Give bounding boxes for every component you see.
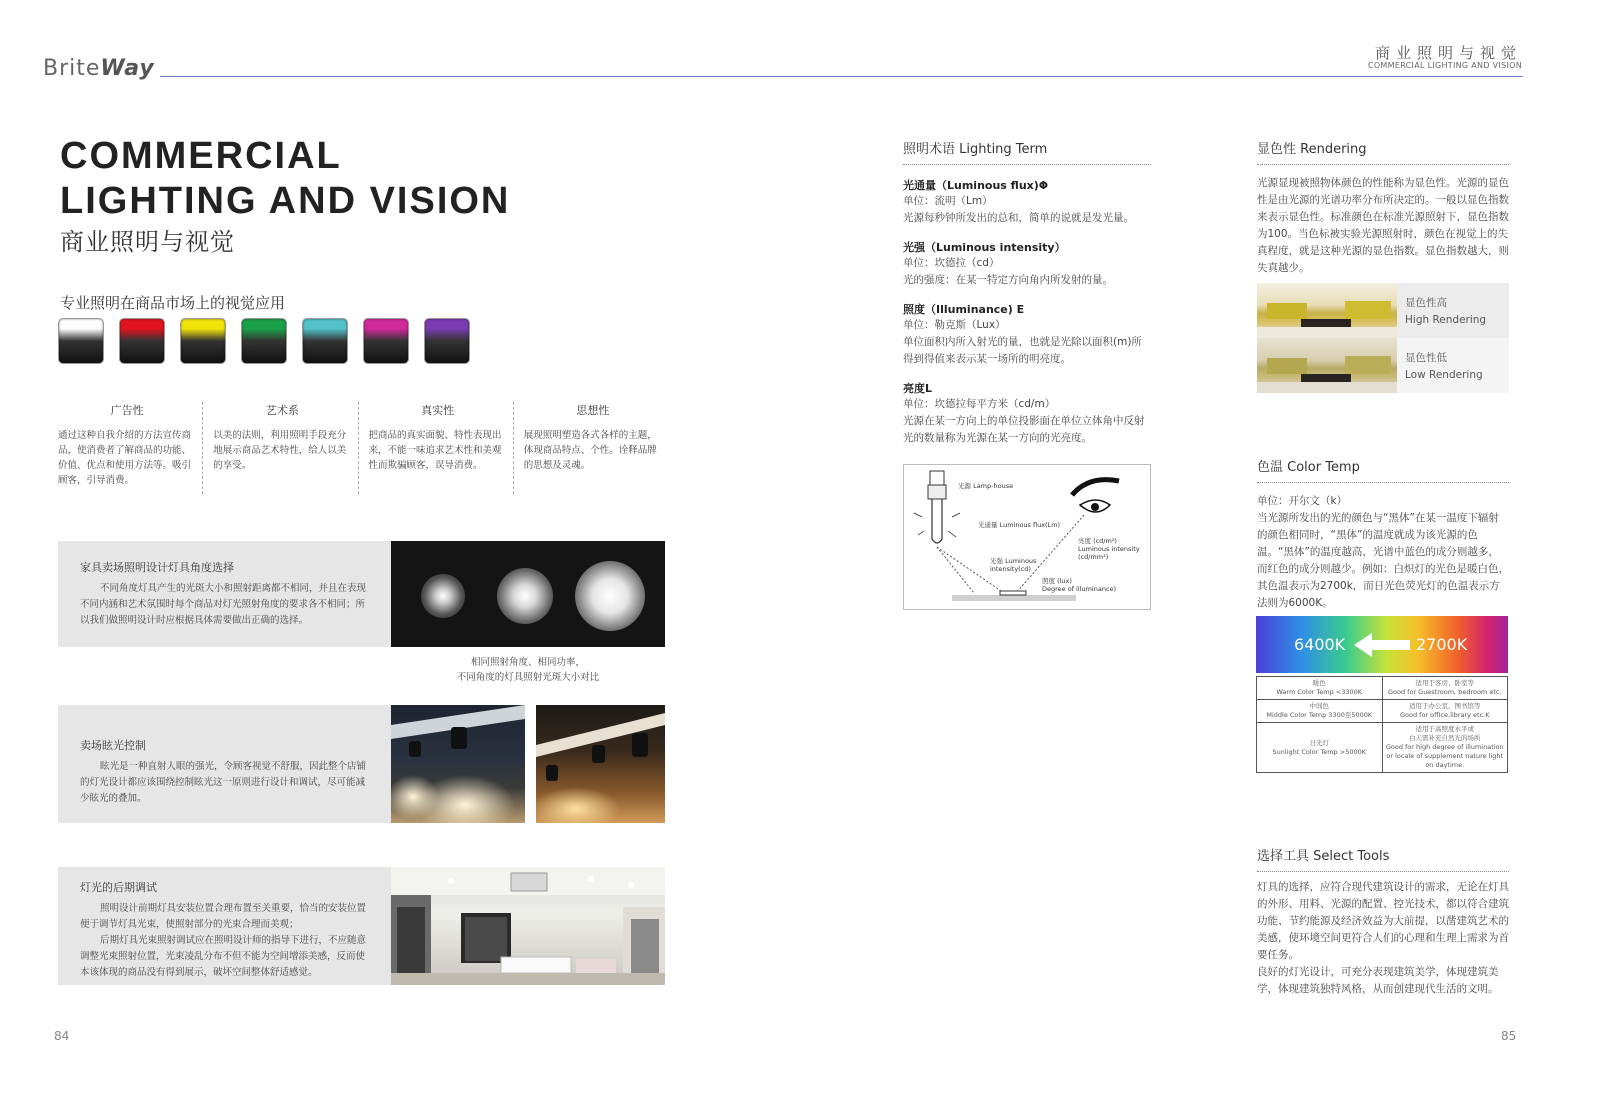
feature-text: 通过这种自我介绍的方法宣传商品，使消费者了解商品的功能、价值、优点和使用方法等。吸引顾客，引导消费。: [58, 430, 192, 486]
rendering-title: 显色性 Rendering: [1257, 138, 1509, 165]
brand-logo-light: Brite: [43, 56, 101, 81]
term-line: 光源在某一方向上的单位投影面在单位立体角中反射光的数量称为光源在某一方向的光亮度。: [903, 415, 1145, 444]
term-line: 单位：流明（Lm）: [903, 195, 993, 207]
beam-caption: [391, 655, 665, 685]
feature-column: [58, 402, 203, 494]
term-item: [903, 177, 1151, 227]
term-item: [903, 239, 1151, 289]
diagram-intensity-en: intensity(cd): [990, 565, 1031, 573]
color-temp-text: 单位：开尔文（k） 当光源所发出的光的颜色与“黑体”在某一温度下辐射的颜色相同时，“黑体”的温度就成为该光源的色温。“黑体”的温度越高，光谱中蓝色的成分则越多，而红色的成分则越少。例如：白炽灯的光色是暖白色，其色温表示为2700k，而日光色荧光灯的色温表示方法则为6000K。: [1257, 495, 1509, 609]
low-rendering-image: [1257, 338, 1397, 393]
term-heading: 亮度L: [903, 382, 933, 395]
color-swatch: [424, 318, 470, 364]
feature-title: 思想性: [576, 404, 610, 417]
adjustment-box: [58, 867, 391, 985]
table-row: [1257, 723, 1508, 773]
header-title-en: COMMERCIAL LIGHTING AND VISION: [1367, 61, 1522, 70]
table-row: [1257, 677, 1508, 700]
feature-columns: [58, 402, 668, 494]
page-number-right: 85: [1501, 1029, 1517, 1043]
term-item: [903, 380, 1151, 447]
high-rendering-image: [1257, 283, 1397, 338]
feature-text: 把商品的真实面貌、特性表现出来，不能一味追求艺术性和美观性而欺骗顾客，误导消费。: [368, 430, 502, 471]
high-rendering-label: [1405, 295, 1486, 329]
store-interior-photo: [391, 867, 665, 985]
low-rendering-label: [1405, 350, 1483, 384]
term-line: 光的强度：在某一特定方向角内所发射的量。: [903, 274, 1113, 286]
term-heading: 光通量（Luminous flux)Φ: [903, 179, 1049, 192]
table-cell: 适用于办公室、图书馆等 Good for office,library etc.K: [1382, 700, 1508, 723]
low-rendering-cn: 显色性低: [1405, 352, 1447, 364]
color-swatch: [241, 318, 287, 364]
beam-angle-box: [58, 541, 391, 647]
spot-medium: [497, 568, 553, 624]
adjustment-text-1: 照明设计前期灯具安装位置合理布置至关重要，恰当的安装位置便于调节灯具光束，使照射部分的光束合理而美观；: [80, 903, 367, 930]
beam-caption-line2: 不同角度的灯具照射光斑大小对比: [456, 672, 600, 683]
term-line: 单位：坎德拉每平方米（cd/m）: [903, 398, 1056, 410]
page-title-line1: COMMERCIAL: [60, 135, 342, 177]
table-row: [1257, 700, 1508, 723]
diagram-illuminance-cn: 照度 (lux): [1042, 577, 1072, 585]
diagram-illuminance-label: [1042, 577, 1116, 593]
diagram-lamp-label: 光源 Lamp-house: [958, 482, 1014, 490]
spot-large: [575, 561, 645, 631]
diagram-flux-label: 光通量 Luminous flux(Lm): [978, 521, 1061, 529]
table-cell: 中间色 Middle Color Temp 3300至5000K: [1257, 700, 1383, 723]
diagram-luminance-cn: 亮度 (cd/m²): [1078, 537, 1117, 545]
high-rendering-cn: 显色性高: [1405, 297, 1447, 309]
color-temp-left-label: 6400K: [1294, 635, 1346, 654]
term-item: [903, 301, 1151, 368]
lighting-terms-section: [903, 138, 1151, 447]
term-heading: 照度（Illuminance) E: [903, 303, 1025, 316]
adjustment-title: 灯光的后期调试: [80, 881, 157, 894]
color-temp-section: [1257, 456, 1509, 612]
select-tools-title: 选择工具 Select Tools: [1257, 845, 1509, 872]
color-swatch: [119, 318, 165, 364]
color-temp-spectrum-bar: [1256, 616, 1508, 673]
term-line: 单位：勒克斯（Lux）: [903, 319, 1006, 331]
table-cell: 适用于高照度水平或 白天需补充自然光的场所 Good for high degree of illumination or locale of supplement nature light on daytime.: [1382, 723, 1508, 773]
term-line: 单位面积内所入射光的量，也就是光除以面积(m)所得到得值来表示某一场所的明亮度。: [903, 336, 1142, 365]
feature-column: [524, 402, 668, 494]
beam-caption-line1: 相同照射角度、相同功率，: [470, 657, 585, 668]
brand-logo-bold: Way: [100, 56, 155, 81]
color-temp-right-label: 2700K: [1416, 635, 1468, 654]
diagram-illuminance-en: Degree of illuminance): [1042, 585, 1117, 593]
table-cell: 适用于客房、卧室等 Good for Guestroom, bedroom etc.: [1382, 677, 1508, 700]
header-title-cn: 商业照明与视觉: [1374, 44, 1522, 62]
select-tools-text-1: 灯具的选择，应符合现代建筑设计的需求，无论在灯具的外形、用料、光源的配置、控光技术，都以符合建筑功能、节约能源及经济效益为大前提，以凿建筑艺术的美感，使环境空间更符合人们的心理和生理上需求为首要任务。: [1257, 881, 1509, 961]
term-line: 单位：坎德拉（cd）: [903, 257, 1000, 269]
glare-title: 卖场眩光控制: [80, 739, 146, 752]
diagram-luminance-label: [1078, 537, 1140, 561]
track-light-photo-1: [391, 705, 525, 823]
feature-title: 艺术系: [265, 404, 299, 417]
color-swatches: [58, 318, 470, 364]
select-tools-section: [1257, 845, 1509, 998]
page-number-left: 84: [54, 1029, 70, 1043]
lighting-term-diagram: [903, 464, 1151, 610]
high-rendering-en: High Rendering: [1405, 314, 1487, 326]
beam-angle-title: 家具卖场照明设计灯具角度选择: [80, 561, 234, 574]
brand-logo: [43, 56, 155, 81]
header-divider: [160, 76, 1523, 77]
diagram-intensity-cn: 光强 Luminous: [990, 557, 1037, 565]
page-title-line2: LIGHTING AND VISION: [60, 180, 511, 222]
low-rendering-row: [1257, 338, 1509, 393]
term-line: 光源每秒钟所发出的总和，简单的说就是发光量。: [903, 212, 1134, 224]
feature-title: 广告性: [110, 404, 144, 417]
table-cell: 日光灯 Sunlight Color Temp >5000K: [1257, 723, 1383, 773]
term-heading: 光强（Luminous intensity）: [903, 241, 1066, 254]
rendering-text: 光源显现被照物体颜色的性能称为显色性。光源的显色性是由光源的光谱功率分布所决定的。一般以显色指数来表示显色性。标准颜色在标准光源照射下，显色指数为100。当色标被实验光源照射时，颜色在视觉上的失真程度，就是这种光源的显色指数。显色指数越大，则失真越少。: [1257, 177, 1509, 274]
color-swatch: [180, 318, 226, 364]
table-cell: 暖色 Warm Color Temp <3300K: [1257, 677, 1383, 700]
select-tools-text-2: 良好的灯光设计，可充分表现建筑美学，体现建筑美学，体现建筑独特风格，从而创建现代生活的文明。: [1257, 966, 1499, 995]
page-title-cn: 商业照明与视觉: [60, 228, 235, 256]
arrow-left-icon: [1354, 633, 1410, 657]
spot-small: [421, 574, 465, 618]
diagram-luminance-en1: Luminous intensity: [1078, 545, 1140, 553]
beam-angle-text: 不同角度灯具产生的光斑大小和照射距离都不相同，并且在表现不同内涵和艺术氛围时每个商品对灯光照射角度的要求各不相同；所以我们做照明设计时应根据具体需要做出正确的选择。: [80, 583, 367, 626]
rendering-section: [1257, 138, 1509, 277]
glare-box: [58, 705, 391, 823]
feature-column: [369, 402, 514, 494]
track-light-photo-2: [536, 705, 665, 823]
low-rendering-en: Low Rendering: [1405, 369, 1483, 381]
color-swatch: [302, 318, 348, 364]
glare-text: 眩光是一种直射人眼的强光，令顾客视觉不舒服，因此整个店铺的灯光设计都应该围绕控制眩光这一原则进行设计和调试，尽可能减少眩光的叠加。: [80, 761, 367, 804]
section-subheading: 专业照明在商品市场上的视觉应用: [60, 294, 286, 312]
lighting-terms-title: 照明术语 Lighting Term: [903, 138, 1151, 165]
color-temp-title: 色温 Color Temp: [1257, 456, 1509, 483]
adjustment-text-2: 后期灯具光束照射调试应在照明设计师的指导下进行，不应随意调整光束照射位置，光束凌乱分布不但不能为空间增添美感，反而使本该体现的商品没有得到展示，破坏空间整体舒适感觉。: [80, 935, 367, 978]
feature-title: 真实性: [421, 404, 455, 417]
color-temp-table: [1256, 676, 1508, 773]
feature-text: 展现照明塑造各式各样的主题，体现商品特点、个性。诠释品牌的思想及灵魂。: [523, 430, 657, 471]
color-swatch: [58, 318, 104, 364]
feature-column: [213, 402, 358, 494]
beam-spot-image: [391, 541, 665, 647]
color-swatch: [363, 318, 409, 364]
diagram-luminance-en2: (cd/mm²): [1078, 553, 1109, 561]
high-rendering-row: [1257, 283, 1509, 338]
page-title: [60, 134, 510, 224]
feature-text: 以美的法则，利用照明手段充分地展示商品艺术特性，给人以美的享受。: [213, 430, 347, 471]
diagram-intensity-label: [990, 557, 1036, 573]
